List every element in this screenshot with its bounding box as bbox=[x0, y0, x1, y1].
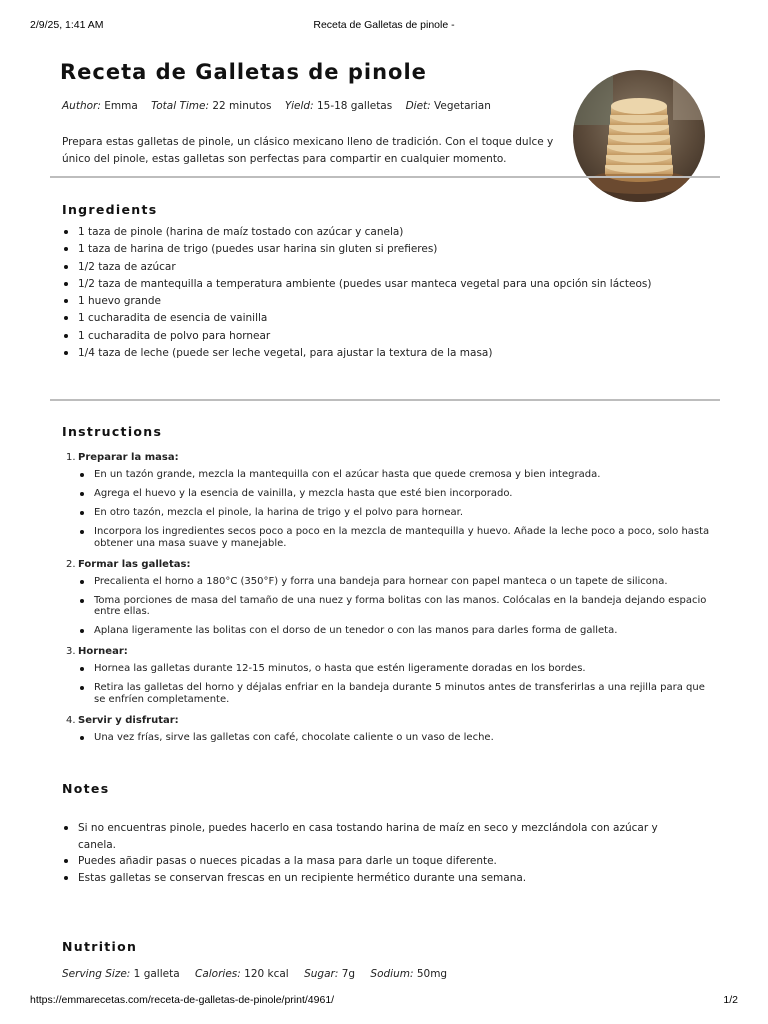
sugar-label: Sugar: bbox=[304, 968, 339, 980]
nutrition-facts bbox=[62, 968, 459, 980]
step-title-text: Hornear: bbox=[78, 646, 128, 657]
ingredient-item: 1/2 taza de mantequilla a temperatura ambiente (puedes usar manteca vegetal para una opción sin lácteos) bbox=[62, 276, 722, 293]
recipe-description: Prepara estas galletas de pinole, un clásico mexicano lleno de tradición. Con el toque dulce y único del pinole, estas galletas son perfectas para compartir en cualquier momento. bbox=[62, 136, 554, 165]
sodium-value: 50mg bbox=[416, 968, 448, 980]
meta-diet-label: Diet: bbox=[405, 100, 431, 112]
meta-diet bbox=[406, 100, 491, 112]
ingredient-item: 1 huevo grande bbox=[62, 293, 722, 310]
meta-author-label: Author: bbox=[62, 100, 101, 112]
meta-yield-value: 15-18 galletas bbox=[316, 100, 393, 112]
ingredients-list bbox=[62, 224, 722, 362]
step-number: 3. bbox=[66, 646, 76, 657]
step-substep: Incorpora los ingredientes secos poco a poco en la mezcla de mantequilla y huevo. Añade la leche poco a poco, solo hasta obtener una masa suave y manejable. bbox=[78, 526, 716, 549]
step-substep: Precalienta el horno a 180°C (350°F) y forra una bandeja para hornear con papel manteca o un tapete de silicona. bbox=[78, 576, 716, 588]
step-number: 4. bbox=[66, 714, 76, 726]
step-title-text: Preparar la masa: bbox=[78, 452, 179, 463]
step-substep: Hornea las galletas durante 12-15 minutos, o hasta que estén ligeramente doradas en los bordes. bbox=[78, 663, 716, 675]
meta-author bbox=[62, 100, 138, 112]
step-substeps bbox=[78, 663, 716, 705]
ingredient-item: 1/2 taza de azúcar bbox=[62, 259, 722, 276]
step-substeps bbox=[78, 576, 716, 637]
print-header bbox=[30, 19, 738, 33]
stack-of-cookies-photo bbox=[573, 70, 705, 202]
meta-time-value: 22 minutos bbox=[212, 100, 272, 112]
ingredient-item: 1 taza de pinole (harina de maíz tostado con azúcar y canela) bbox=[62, 224, 722, 241]
divider bbox=[50, 176, 720, 178]
meta-diet-value: Vegetarian bbox=[434, 100, 491, 112]
calories-value: 120 kcal bbox=[244, 968, 289, 980]
step-title bbox=[66, 450, 716, 469]
step-title bbox=[66, 644, 716, 663]
nutrition-heading: Nutrition bbox=[62, 939, 138, 954]
nutrition-serving bbox=[62, 968, 180, 980]
meta-yield-label: Yield: bbox=[284, 100, 314, 112]
note-item: Si no encuentras pinole, puedes hacerlo en casa tostando harina de maíz en seco y mezclándola con azúcar y canela. bbox=[62, 820, 682, 853]
notes-list bbox=[62, 820, 682, 886]
note-item: Estas galletas se conservan frescas en un recipiente hermético durante una semana. bbox=[62, 870, 682, 887]
nutrition-calories bbox=[195, 968, 289, 980]
ingredient-item: 1 taza de harina de trigo (puedes usar harina sin gluten si prefieres) bbox=[62, 241, 722, 258]
step-substeps bbox=[78, 469, 716, 549]
calories-label: Calories: bbox=[194, 968, 241, 980]
ingredient-item: 1/4 taza de leche (puede ser leche vegetal, para ajustar la textura de la masa) bbox=[62, 345, 722, 362]
meta-author-value: Emma bbox=[104, 100, 138, 112]
instruction-step bbox=[66, 557, 716, 637]
ingredients-heading: Ingredients bbox=[62, 202, 158, 217]
print-page-title: Receta de Galletas de pinole - bbox=[313, 19, 455, 31]
step-substep: Una vez frías, sirve las galletas con café, chocolate caliente o un vaso de leche. bbox=[78, 732, 716, 744]
print-date: 2/9/25, 1:41 AM bbox=[30, 19, 104, 31]
print-url: https://emmarecetas.com/receta-de-galletas-de-pinole/print/4961/ bbox=[30, 994, 335, 1006]
ingredient-item: 1 cucharadita de esencia de vainilla bbox=[62, 310, 722, 327]
instructions-steps bbox=[66, 450, 716, 751]
step-title-text: Formar las galletas: bbox=[78, 558, 191, 570]
meta-time-label: Total Time: bbox=[151, 100, 210, 112]
step-number: 1. bbox=[66, 452, 76, 463]
step-substeps bbox=[78, 732, 716, 744]
step-title bbox=[66, 713, 716, 732]
note-item: Puedes añadir pasas o nueces picadas a la masa para darle un toque diferente. bbox=[62, 853, 682, 870]
step-substep: Retira las galletas del horno y déjalas enfriar en la bandeja durante 5 minutos antes de transferirlas a una rejilla para que se enfríen completamente. bbox=[78, 682, 716, 705]
recipe-title: Receta de Galletas de pinole bbox=[60, 60, 427, 84]
step-substep: En otro tazón, mezcla el pinole, la harina de trigo y el polvo para hornear. bbox=[78, 507, 716, 519]
step-substep: Toma porciones de masa del tamaño de una nuez y forma bolitas con las manos. Colócalas en la bandeja dejando espacio entre ellas. bbox=[78, 595, 716, 618]
meta-yield bbox=[285, 100, 392, 112]
step-title-text: Servir y disfrutar: bbox=[78, 714, 179, 726]
instructions-heading: Instructions bbox=[62, 424, 163, 439]
step-substep: Aplana ligeramente las bolitas con el dorso de un tenedor o con las manos para darles forma de galleta. bbox=[78, 625, 716, 637]
step-substep: En un tazón grande, mezcla la mantequilla con el azúcar hasta que quede cremosa y bien integrada. bbox=[78, 469, 716, 481]
sodium-label: Sodium: bbox=[370, 968, 414, 980]
serving-value: 1 galleta bbox=[133, 968, 180, 980]
cookies-illustration bbox=[573, 70, 705, 202]
instruction-step bbox=[66, 713, 716, 744]
nutrition-sugar bbox=[304, 968, 355, 980]
instruction-step bbox=[66, 450, 716, 549]
step-title bbox=[66, 557, 716, 576]
step-number: 2. bbox=[66, 558, 76, 570]
instruction-step bbox=[66, 644, 716, 705]
step-substep: Agrega el huevo y la esencia de vainilla, y mezcla hasta que esté bien incorporado. bbox=[78, 488, 716, 500]
divider bbox=[50, 399, 720, 401]
meta-total-time bbox=[151, 100, 271, 112]
page-number: 1/2 bbox=[723, 994, 738, 1006]
nutrition-sodium bbox=[370, 968, 447, 980]
sugar-value: 7g bbox=[341, 968, 356, 980]
recipe-meta bbox=[62, 100, 501, 112]
print-footer bbox=[30, 994, 738, 1008]
ingredient-item: 1 cucharadita de polvo para hornear bbox=[62, 328, 722, 345]
serving-label: Serving Size: bbox=[62, 968, 131, 980]
notes-heading: Notes bbox=[62, 781, 110, 796]
